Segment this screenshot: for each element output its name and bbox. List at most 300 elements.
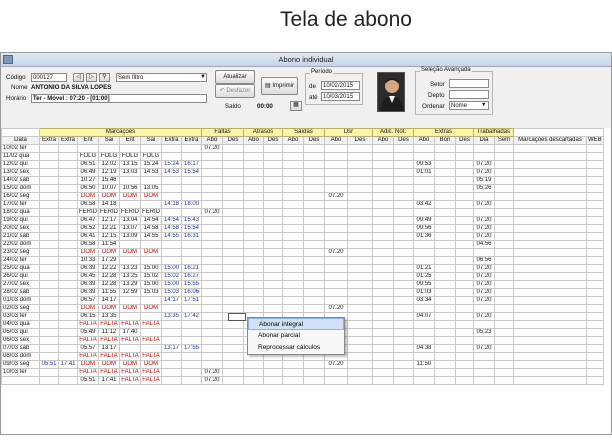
table-cell[interactable]: 18:00 <box>182 201 202 209</box>
table-cell[interactable]: 07:20 <box>474 169 495 177</box>
table-cell[interactable] <box>495 161 514 169</box>
ate-date-field[interactable]: 10/03/2015 <box>321 92 360 101</box>
table-cell[interactable]: 07:20 <box>325 193 348 201</box>
table-cell[interactable] <box>244 233 264 241</box>
table-cell[interactable]: 15:00 <box>141 281 162 289</box>
date-cell[interactable]: 17/02 ter <box>2 201 40 209</box>
table-cell[interactable]: DOM <box>78 193 99 201</box>
table-cell[interactable] <box>514 249 587 257</box>
table-cell[interactable]: 07:20 <box>474 217 495 225</box>
table-cell[interactable] <box>244 265 264 273</box>
table-cell[interactable] <box>304 249 325 257</box>
table-cell[interactable] <box>304 233 325 241</box>
table-cell[interactable]: 04:56 <box>474 241 495 249</box>
table-cell[interactable] <box>495 353 514 361</box>
table-cell[interactable] <box>40 153 59 161</box>
date-cell[interactable]: 26/02 qui <box>2 273 40 281</box>
table-cell[interactable]: FOLG <box>78 153 99 161</box>
table-cell[interactable] <box>348 193 373 201</box>
table-cell[interactable] <box>514 185 587 193</box>
table-row[interactable] <box>2 225 604 233</box>
table-cell[interactable]: 17:55 <box>182 345 202 353</box>
table-cell[interactable] <box>348 177 373 185</box>
table-cell[interactable] <box>182 185 202 193</box>
date-cell[interactable]: 01/03 dom <box>2 297 40 305</box>
table-cell[interactable] <box>495 337 514 345</box>
table-cell[interactable] <box>474 249 495 257</box>
table-cell[interactable]: 15:03 <box>162 289 182 297</box>
date-cell[interactable]: 23/02 seg <box>2 249 40 257</box>
table-cell[interactable] <box>373 217 394 225</box>
table-cell[interactable] <box>456 345 474 353</box>
table-cell[interactable]: 14:58 <box>162 225 182 233</box>
column-header[interactable]: Marcações descartadas <box>514 137 587 145</box>
table-cell[interactable] <box>264 241 283 249</box>
table-cell[interactable]: 06:39 <box>78 281 99 289</box>
table-cell[interactable] <box>59 161 78 169</box>
table-cell[interactable] <box>587 249 604 257</box>
table-cell[interactable] <box>304 369 325 377</box>
table-cell[interactable] <box>244 377 264 385</box>
table-cell[interactable] <box>348 345 373 353</box>
desfazer-button[interactable] <box>215 84 255 98</box>
table-cell[interactable] <box>435 289 456 297</box>
table-cell[interactable]: 14:17 <box>99 297 120 305</box>
table-cell[interactable] <box>59 249 78 257</box>
table-cell[interactable] <box>182 353 202 361</box>
table-cell[interactable] <box>414 321 435 329</box>
table-cell[interactable] <box>40 297 59 305</box>
table-cell[interactable] <box>456 249 474 257</box>
table-cell[interactable] <box>223 209 244 217</box>
table-cell[interactable]: 11:12 <box>99 329 120 337</box>
table-cell[interactable] <box>456 361 474 369</box>
table-cell[interactable] <box>587 217 604 225</box>
table-cell[interactable]: 15:00 <box>162 265 182 273</box>
table-cell[interactable]: 06:49 <box>78 169 99 177</box>
table-cell[interactable] <box>244 249 264 257</box>
table-cell[interactable] <box>59 209 78 217</box>
table-cell[interactable]: 06:58 <box>78 201 99 209</box>
table-cell[interactable] <box>587 209 604 217</box>
table-cell[interactable] <box>587 161 604 169</box>
table-cell[interactable] <box>456 297 474 305</box>
table-cell[interactable] <box>373 185 394 193</box>
table-row[interactable] <box>2 153 604 161</box>
table-cell[interactable] <box>223 353 244 361</box>
table-cell[interactable]: 01:03 <box>414 289 435 297</box>
table-cell[interactable] <box>373 273 394 281</box>
date-cell[interactable]: 18/02 qua <box>2 209 40 217</box>
table-cell[interactable] <box>40 289 59 297</box>
table-cell[interactable]: 05:26 <box>474 185 495 193</box>
table-cell[interactable] <box>162 361 182 369</box>
table-cell[interactable] <box>59 265 78 273</box>
table-cell[interactable] <box>373 337 394 345</box>
date-cell[interactable]: 13/02 sex <box>2 169 40 177</box>
table-cell[interactable] <box>495 169 514 177</box>
table-cell[interactable] <box>456 201 474 209</box>
table-cell[interactable] <box>414 209 435 217</box>
table-cell[interactable]: FALTA <box>121 337 139 343</box>
table-cell[interactable] <box>223 345 244 353</box>
menu-item-abonar-parcial[interactable]: Abonar parcial <box>258 332 300 339</box>
table-cell[interactable]: 17:29 <box>99 257 120 265</box>
table-cell[interactable] <box>59 329 78 337</box>
table-cell[interactable]: DOM <box>120 305 141 313</box>
table-cell[interactable] <box>474 193 495 201</box>
date-cell[interactable] <box>2 377 40 385</box>
table-cell[interactable]: FOLG <box>99 153 120 161</box>
table-cell[interactable]: DOM <box>99 305 120 313</box>
table-cell[interactable] <box>264 185 283 193</box>
table-cell[interactable] <box>394 353 414 361</box>
atualizar-button[interactable]: Atualizar <box>215 70 255 84</box>
table-cell[interactable] <box>348 289 373 297</box>
table-cell[interactable] <box>495 281 514 289</box>
table-cell[interactable] <box>495 321 514 329</box>
table-cell[interactable] <box>59 177 78 185</box>
table-cell[interactable] <box>40 145 59 153</box>
table-cell[interactable]: 14:58 <box>141 225 162 233</box>
table-cell[interactable] <box>373 377 394 385</box>
table-cell[interactable]: 17:40 <box>120 329 141 337</box>
table-cell[interactable] <box>202 161 223 169</box>
table-cell[interactable] <box>348 377 373 385</box>
menu-item-reprocessar[interactable]: Reprocessar cálculos <box>258 344 321 351</box>
column-header[interactable]: Data <box>2 137 40 145</box>
table-cell[interactable] <box>348 305 373 313</box>
table-cell[interactable]: 17:41 <box>99 377 120 385</box>
table-row[interactable] <box>2 297 604 305</box>
table-cell[interactable]: 10:33 <box>78 257 99 265</box>
table-cell[interactable] <box>120 177 141 185</box>
table-row[interactable] <box>2 273 604 281</box>
table-cell[interactable] <box>514 273 587 281</box>
column-header[interactable]: Bon <box>435 137 456 145</box>
table-cell[interactable] <box>59 233 78 241</box>
table-cell[interactable] <box>373 233 394 241</box>
table-cell[interactable] <box>348 241 373 249</box>
table-cell[interactable] <box>202 233 223 241</box>
table-cell[interactable] <box>587 329 604 337</box>
table-cell[interactable] <box>223 201 244 209</box>
table-cell[interactable] <box>394 249 414 257</box>
table-cell[interactable] <box>435 321 456 329</box>
table-cell[interactable] <box>162 249 182 257</box>
column-header[interactable]: Extra <box>162 137 182 145</box>
table-cell[interactable] <box>59 321 78 329</box>
table-cell[interactable] <box>373 313 394 321</box>
table-cell[interactable] <box>223 177 244 185</box>
table-cell[interactable]: FALTA <box>121 369 139 375</box>
table-cell[interactable] <box>40 209 59 217</box>
date-cell[interactable]: 21/02 sáb <box>2 233 40 241</box>
column-header[interactable]: Des <box>394 137 414 145</box>
table-cell[interactable] <box>304 185 325 193</box>
table-row[interactable] <box>2 305 604 313</box>
table-cell[interactable] <box>394 209 414 217</box>
table-cell[interactable] <box>283 145 304 153</box>
table-cell[interactable]: FALTA <box>142 353 160 359</box>
table-cell[interactable]: 15:02 <box>141 273 162 281</box>
table-cell[interactable] <box>587 153 604 161</box>
table-cell[interactable]: 10:27 <box>78 177 99 185</box>
table-cell[interactable] <box>283 305 304 313</box>
table-cell[interactable] <box>202 265 223 273</box>
table-cell[interactable] <box>514 265 587 273</box>
table-cell[interactable] <box>495 289 514 297</box>
table-cell[interactable]: 01:25 <box>414 273 435 281</box>
table-cell[interactable] <box>141 177 162 185</box>
date-cell[interactable]: 10/03 ter <box>2 369 40 377</box>
table-cell[interactable] <box>304 217 325 225</box>
table-cell[interactable] <box>283 377 304 385</box>
table-cell[interactable] <box>244 209 264 217</box>
table-cell[interactable]: 12:22 <box>99 265 120 273</box>
table-cell[interactable]: 17:41 <box>60 361 76 367</box>
table-cell[interactable]: 05:57 <box>78 345 99 353</box>
table-cell[interactable] <box>456 169 474 177</box>
date-cell[interactable]: 09/03 seg <box>2 361 40 369</box>
table-cell[interactable] <box>325 273 348 281</box>
table-cell[interactable] <box>162 337 182 345</box>
table-cell[interactable]: DOM <box>141 249 162 257</box>
table-cell[interactable] <box>40 257 59 265</box>
table-cell[interactable] <box>202 361 223 369</box>
ordenar-select[interactable]: Nome <box>449 101 489 110</box>
table-cell[interactable] <box>373 193 394 201</box>
table-cell[interactable]: FALTA <box>79 353 97 359</box>
table-cell[interactable]: 12:28 <box>99 281 120 289</box>
table-cell[interactable]: 12:02 <box>99 161 120 169</box>
table-row[interactable] <box>2 241 604 249</box>
table-cell[interactable] <box>223 145 244 153</box>
table-cell[interactable] <box>587 177 604 185</box>
table-cell[interactable] <box>348 297 373 305</box>
table-cell[interactable]: 14:54 <box>141 217 162 225</box>
table-cell[interactable]: FALTA <box>121 353 139 359</box>
table-cell[interactable] <box>202 337 223 345</box>
table-cell[interactable] <box>264 377 283 385</box>
table-cell[interactable] <box>495 217 514 225</box>
table-cell[interactable]: 13:07 <box>120 225 141 233</box>
table-cell[interactable]: 07:20 <box>202 377 223 385</box>
table-cell[interactable] <box>40 337 59 345</box>
table-cell[interactable] <box>223 289 244 297</box>
table-cell[interactable] <box>223 249 244 257</box>
table-cell[interactable]: DOM <box>78 249 99 257</box>
table-cell[interactable] <box>348 361 373 369</box>
table-cell[interactable] <box>495 257 514 265</box>
table-cell[interactable] <box>223 321 244 329</box>
table-cell[interactable] <box>202 305 223 313</box>
table-cell[interactable] <box>348 265 373 273</box>
table-cell[interactable] <box>587 145 604 153</box>
column-header[interactable]: Abo <box>414 137 435 145</box>
table-cell[interactable] <box>456 329 474 337</box>
table-cell[interactable] <box>373 329 394 337</box>
table-cell[interactable] <box>325 297 348 305</box>
table-cell[interactable]: 07:20 <box>474 265 495 273</box>
chevron-down-icon[interactable]: ▼ <box>200 74 206 80</box>
table-cell[interactable] <box>304 193 325 201</box>
table-cell[interactable] <box>223 305 244 313</box>
table-cell[interactable] <box>348 201 373 209</box>
table-row[interactable] <box>2 289 604 297</box>
table-cell[interactable]: 12:28 <box>99 273 120 281</box>
table-cell[interactable] <box>59 345 78 353</box>
table-cell[interactable] <box>141 345 162 353</box>
table-cell[interactable]: 13:29 <box>120 281 141 289</box>
table-cell[interactable] <box>141 297 162 305</box>
column-header[interactable]: Abo <box>283 137 304 145</box>
table-cell[interactable] <box>141 201 162 209</box>
table-cell[interactable]: DOM <box>78 361 99 369</box>
table-cell[interactable] <box>587 369 604 377</box>
table-cell[interactable] <box>495 305 514 313</box>
table-cell[interactable] <box>325 209 348 217</box>
table-cell[interactable] <box>435 201 456 209</box>
table-cell[interactable]: FALTA <box>142 377 160 383</box>
table-row[interactable] <box>2 249 604 257</box>
table-cell[interactable] <box>120 297 141 305</box>
table-cell[interactable] <box>283 249 304 257</box>
table-cell[interactable] <box>373 177 394 185</box>
table-cell[interactable] <box>495 145 514 153</box>
table-cell[interactable] <box>182 377 202 385</box>
table-cell[interactable] <box>514 281 587 289</box>
table-cell[interactable] <box>514 289 587 297</box>
table-cell[interactable] <box>435 249 456 257</box>
table-cell[interactable] <box>244 145 264 153</box>
table-cell[interactable] <box>40 273 59 281</box>
table-cell[interactable] <box>435 225 456 233</box>
column-header[interactable]: WEB <box>588 137 602 143</box>
table-cell[interactable] <box>223 153 244 161</box>
table-cell[interactable]: 04:38 <box>414 345 435 353</box>
table-cell[interactable]: 07:20 <box>474 273 495 281</box>
table-cell[interactable] <box>244 201 264 209</box>
table-cell[interactable] <box>264 217 283 225</box>
table-cell[interactable] <box>394 361 414 369</box>
table-cell[interactable]: 14:54 <box>162 217 182 225</box>
date-cell[interactable]: 20/02 sex <box>2 225 40 233</box>
table-cell[interactable] <box>264 233 283 241</box>
table-cell[interactable] <box>141 241 162 249</box>
table-cell[interactable] <box>394 337 414 345</box>
table-cell[interactable] <box>244 177 264 185</box>
table-cell[interactable]: 10:56 <box>120 185 141 193</box>
prev-icon[interactable]: ◁ <box>73 73 84 82</box>
table-cell[interactable]: 15:24 <box>141 161 162 169</box>
table-cell[interactable] <box>264 193 283 201</box>
table-cell[interactable]: 06:41 <box>78 233 99 241</box>
depto-field[interactable] <box>449 90 489 99</box>
table-cell[interactable] <box>514 241 587 249</box>
table-cell[interactable] <box>394 281 414 289</box>
table-cell[interactable] <box>495 249 514 257</box>
table-cell[interactable] <box>456 337 474 345</box>
table-cell[interactable] <box>495 273 514 281</box>
table-cell[interactable] <box>414 353 435 361</box>
table-cell[interactable]: 06:47 <box>78 217 99 225</box>
codigo-field[interactable]: 000127 <box>31 73 67 82</box>
table-cell[interactable] <box>59 369 78 377</box>
table-cell[interactable] <box>264 161 283 169</box>
table-row[interactable] <box>2 161 604 169</box>
table-cell[interactable]: 07:20 <box>474 233 495 241</box>
table-cell[interactable]: 15:46 <box>99 177 120 185</box>
column-header[interactable]: Des <box>348 137 373 145</box>
table-cell[interactable]: 14:53 <box>141 169 162 177</box>
table-cell[interactable]: 03:34 <box>414 297 435 305</box>
column-header[interactable]: Des <box>456 137 474 145</box>
table-cell[interactable] <box>244 273 264 281</box>
table-cell[interactable] <box>474 361 495 369</box>
column-header[interactable]: Sai <box>99 137 120 145</box>
table-cell[interactable] <box>495 233 514 241</box>
table-cell[interactable]: FALTA <box>142 321 160 327</box>
table-cell[interactable]: 17:42 <box>182 313 202 321</box>
table-cell[interactable] <box>414 329 435 337</box>
table-cell[interactable] <box>348 209 373 217</box>
table-cell[interactable] <box>587 265 604 273</box>
table-cell[interactable] <box>373 201 394 209</box>
table-cell[interactable] <box>348 369 373 377</box>
table-cell[interactable] <box>304 377 325 385</box>
table-cell[interactable] <box>348 337 373 345</box>
table-cell[interactable] <box>394 241 414 249</box>
table-cell[interactable]: 14:55 <box>162 233 182 241</box>
table-cell[interactable] <box>514 193 587 201</box>
table-row[interactable] <box>2 281 604 289</box>
table-cell[interactable] <box>244 305 264 313</box>
table-cell[interactable] <box>435 209 456 217</box>
table-cell[interactable] <box>40 329 59 337</box>
table-cell[interactable] <box>244 153 264 161</box>
table-cell[interactable]: 10:07 <box>99 185 120 193</box>
table-cell[interactable] <box>514 257 587 265</box>
table-cell[interactable] <box>264 225 283 233</box>
table-cell[interactable] <box>456 281 474 289</box>
table-cell[interactable] <box>456 145 474 153</box>
table-cell[interactable] <box>59 289 78 297</box>
table-cell[interactable] <box>283 273 304 281</box>
table-cell[interactable]: 07:20 <box>202 145 223 153</box>
table-cell[interactable] <box>223 377 244 385</box>
table-cell[interactable] <box>120 145 141 153</box>
table-cell[interactable] <box>162 177 182 185</box>
table-cell[interactable] <box>456 209 474 217</box>
date-cell[interactable]: 07/03 sáb <box>2 345 40 353</box>
table-cell[interactable] <box>283 209 304 217</box>
date-cell[interactable]: 03/03 ter <box>2 313 40 321</box>
table-cell[interactable] <box>244 257 264 265</box>
table-cell[interactable] <box>202 273 223 281</box>
table-cell[interactable]: 01:36 <box>414 233 435 241</box>
table-cell[interactable] <box>373 169 394 177</box>
table-cell[interactable] <box>414 185 435 193</box>
table-cell[interactable] <box>59 257 78 265</box>
table-cell[interactable] <box>162 321 182 329</box>
table-cell[interactable] <box>40 265 59 273</box>
table-cell[interactable]: 05:51 <box>41 361 57 367</box>
table-cell[interactable]: 05:49 <box>78 329 99 337</box>
table-cell[interactable] <box>40 217 59 225</box>
table-cell[interactable] <box>587 361 604 369</box>
table-cell[interactable] <box>304 201 325 209</box>
